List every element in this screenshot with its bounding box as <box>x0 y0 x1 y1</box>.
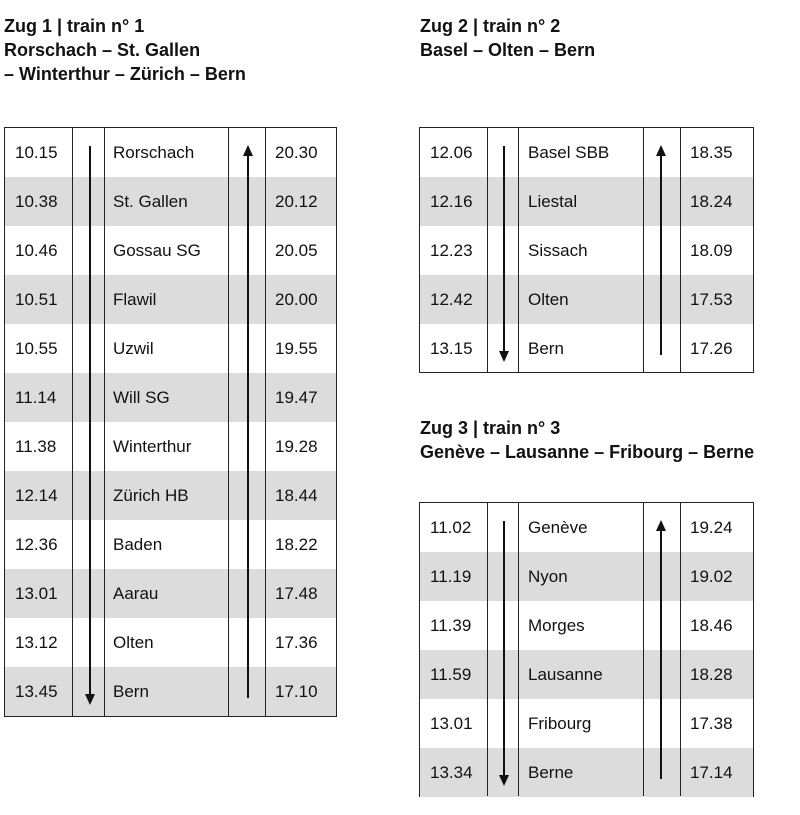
station-name: Genève <box>528 518 588 537</box>
station-name: Morges <box>528 616 585 635</box>
station-name: Aarau <box>113 584 159 603</box>
departure-time: 13.12 <box>15 633 58 652</box>
train-2-title-line-2: Basel – Olten – Bern <box>420 40 596 60</box>
departure-time: 13.45 <box>15 682 58 701</box>
arrow-down-icon <box>85 694 95 705</box>
return-time: 20.05 <box>275 241 318 260</box>
return-time: 18.09 <box>690 241 733 260</box>
station-name: Gossau SG <box>113 241 201 260</box>
direction-down-arrow-line <box>89 146 91 696</box>
return-time: 19.55 <box>275 339 318 358</box>
timetable-row <box>420 552 753 601</box>
timetable-row <box>420 601 753 650</box>
departure-time: 11.39 <box>430 616 472 635</box>
departure-time: 13.01 <box>430 714 473 733</box>
departure-time: 13.34 <box>430 763 473 782</box>
train-2-title <box>420 14 595 62</box>
train-1-title-line-3: – Winterthur – Zürich – Bern <box>4 64 246 84</box>
departure-time: 12.23 <box>430 241 473 260</box>
arrow-down-icon <box>499 775 509 786</box>
station-name: Lausanne <box>528 665 603 684</box>
return-time: 18.35 <box>690 143 733 162</box>
timetable-row <box>420 177 753 226</box>
return-time: 17.48 <box>275 584 318 603</box>
column-divider <box>487 503 488 796</box>
station-name: Basel SBB <box>528 143 610 162</box>
direction-down-arrow-line <box>503 521 505 777</box>
timetable-row <box>5 422 336 471</box>
departure-time: 13.15 <box>430 339 473 358</box>
return-time: 18.46 <box>690 616 733 635</box>
column-divider <box>228 128 229 716</box>
timetable-row <box>5 128 336 177</box>
departure-time: 12.36 <box>15 535 58 554</box>
return-time: 20.00 <box>275 290 318 309</box>
column-divider <box>680 128 681 372</box>
return-time: 19.28 <box>275 437 318 456</box>
train-2-timetable <box>419 127 754 373</box>
return-time: 18.28 <box>690 665 733 684</box>
train-1-title-line-1: Zug 1 | train n° 1 <box>4 16 145 36</box>
timetable-row <box>420 275 753 324</box>
return-time: 17.10 <box>275 682 318 701</box>
train-1-title-line-2: Rorschach – St. Gallen <box>4 40 201 60</box>
column-divider <box>643 128 644 372</box>
timetable-row <box>420 503 753 552</box>
train-3-title-line-2: Genève – Lausanne – Fribourg – Berne <box>420 442 755 462</box>
departure-time: 11.14 <box>15 388 57 407</box>
timetable-row <box>5 226 336 275</box>
return-time: 19.24 <box>690 518 733 537</box>
column-divider <box>643 503 644 796</box>
column-divider <box>487 128 488 372</box>
train-2-title-line-1: Zug 2 | train n° 2 <box>420 16 561 36</box>
return-time: 19.02 <box>690 567 733 586</box>
timetable-row <box>5 667 336 716</box>
return-time: 19.47 <box>275 388 318 407</box>
departure-time: 12.14 <box>15 486 58 505</box>
station-name: Olten <box>528 290 569 309</box>
direction-up-arrow-line <box>660 530 662 779</box>
timetable-row <box>420 699 753 748</box>
return-time: 20.30 <box>275 143 318 162</box>
station-name: Will SG <box>113 388 170 407</box>
station-name: Fribourg <box>528 714 592 733</box>
column-divider <box>680 503 681 796</box>
direction-up-arrow-line <box>660 155 662 355</box>
departure-time: 11.59 <box>430 665 472 684</box>
station-name: Olten <box>113 633 154 652</box>
departure-time: 12.42 <box>430 290 473 309</box>
train-3-title-line-1: Zug 3 | train n° 3 <box>420 418 561 438</box>
station-name: St. Gallen <box>113 192 188 211</box>
departure-time: 10.51 <box>15 290 58 309</box>
departure-time: 12.16 <box>430 192 473 211</box>
timetable-row <box>5 520 336 569</box>
timetable-row <box>420 226 753 275</box>
timetable-row <box>420 324 753 373</box>
departure-time: 10.55 <box>15 339 58 358</box>
return-time: 17.26 <box>690 339 733 358</box>
timetable-row <box>5 471 336 520</box>
departure-time: 10.38 <box>15 192 58 211</box>
timetable-row <box>5 618 336 667</box>
direction-down-arrow-line <box>503 146 505 353</box>
return-time: 17.38 <box>690 714 733 733</box>
train-1-timetable <box>4 127 337 717</box>
station-name: Bern <box>528 339 564 358</box>
return-time: 18.22 <box>275 535 318 554</box>
station-name: Berne <box>528 763 574 782</box>
timetable-row <box>5 324 336 373</box>
column-divider <box>518 503 519 796</box>
station-name: Uzwil <box>113 339 154 358</box>
station-name: Bern <box>113 682 149 701</box>
departure-time: 12.06 <box>430 143 473 162</box>
timetable-row <box>5 177 336 226</box>
return-time: 17.53 <box>690 290 733 309</box>
station-name: Sissach <box>528 241 588 260</box>
timetable-row <box>420 650 753 699</box>
return-time: 18.24 <box>690 192 733 211</box>
departure-time: 10.46 <box>15 241 58 260</box>
station-name: Baden <box>113 535 163 554</box>
column-divider <box>518 128 519 372</box>
station-name: Zürich HB <box>113 486 189 505</box>
column-divider <box>72 128 73 716</box>
column-divider <box>265 128 266 716</box>
departure-time: 10.15 <box>15 143 58 162</box>
timetable-row <box>420 748 753 797</box>
station-name: Rorschach <box>113 143 195 162</box>
timetable-row <box>5 569 336 618</box>
timetable-row <box>5 275 336 324</box>
timetable-row <box>5 373 336 422</box>
station-name: Winterthur <box>113 437 192 456</box>
return-time: 17.36 <box>275 633 318 652</box>
return-time: 18.44 <box>275 486 318 505</box>
train-1-title <box>4 14 246 86</box>
train-3-timetable <box>419 502 754 797</box>
direction-up-arrow-line <box>247 155 249 698</box>
departure-time: 11.19 <box>430 567 472 586</box>
departure-time: 13.01 <box>15 584 58 603</box>
departure-time: 11.38 <box>15 437 57 456</box>
arrow-down-icon <box>499 351 509 362</box>
return-time: 17.14 <box>690 763 733 782</box>
station-name: Nyon <box>528 567 568 586</box>
return-time: 20.12 <box>275 192 318 211</box>
station-name: Liestal <box>528 192 578 211</box>
departure-time: 11.02 <box>430 518 472 537</box>
train-3-title <box>420 416 754 464</box>
station-name: Flawil <box>113 290 157 309</box>
column-divider <box>104 128 105 716</box>
timetable-row <box>420 128 753 177</box>
